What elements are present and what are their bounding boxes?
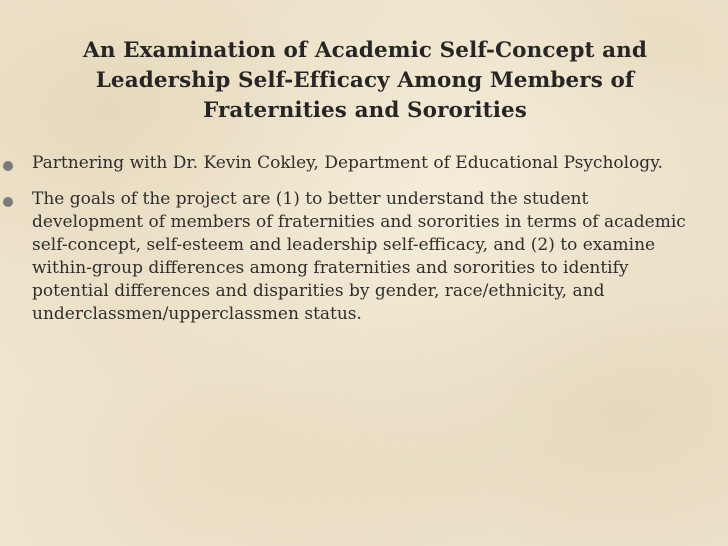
slide-title: An Examination of Academic Self-Concept and Leadership Self-Efficacy Among Members of Fraternities and Sororities	[83, 38, 647, 123]
bullet-dot-icon	[3, 197, 13, 207]
bullet-text: Partnering with Dr. Kevin Cokley, Department of Educational Psychology.	[32, 153, 663, 173]
bullet-item-partnering	[0, 152, 700, 175]
bullet-list	[0, 152, 700, 339]
bullet-text: The goals of the project are (1) to better understand the student development of members of fraternities and sororities in terms of academic self-concept, self-esteem and leadership self-efficacy, and (2) to examine within-group differences among fraternities and sororities to identify potential differences and disparities by gender, race/ethnicity, and underclassmen/upperclassmen status.	[32, 189, 686, 324]
bullet-item-goals	[0, 188, 700, 326]
bullet-dot-icon	[3, 161, 13, 171]
